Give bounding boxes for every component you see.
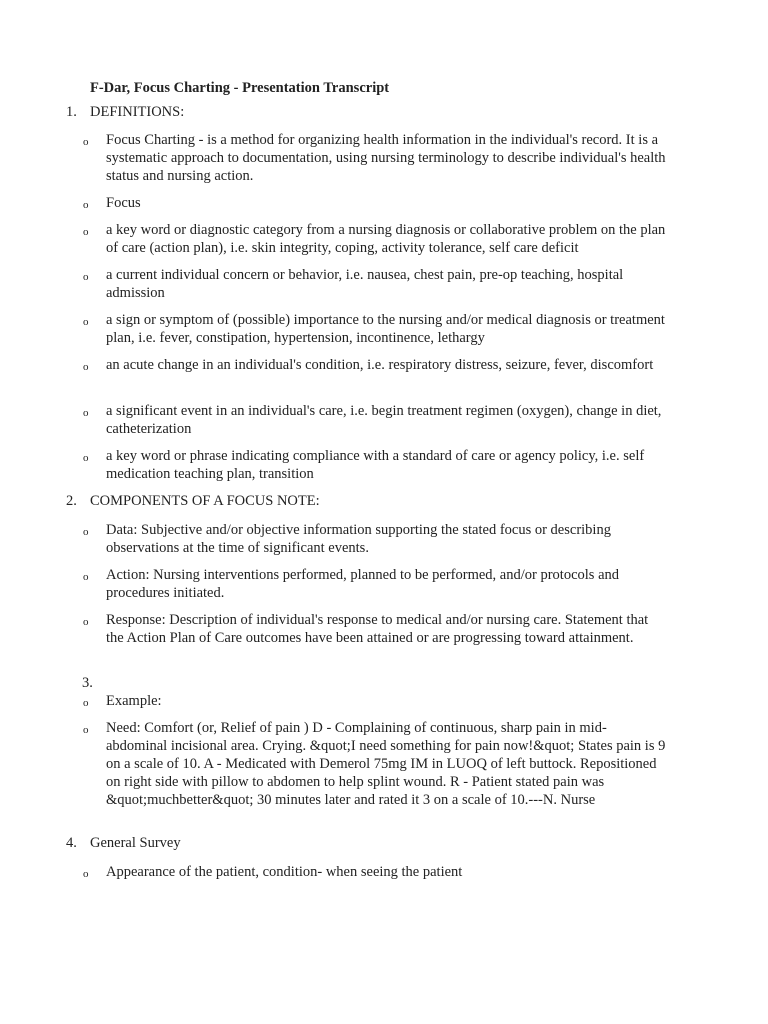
section-title: COMPONENTS OF A FOCUS NOTE:: [90, 493, 320, 509]
list-item: a current individual concern or behavior, i.e. nausea, chest pain, pre-op teaching, hospital admission: [106, 267, 624, 301]
list-item: a sign or symptom of (possible) importance to the nursing and/or medical diagnosis or treatment plan, i.e. fever, constipation, hypertension, incontinence, lethargy: [106, 312, 665, 346]
list-item: a significant event in an individual's care, i.e. begin treatment regimen (oxygen), change in diet, catheterization: [106, 403, 662, 437]
list-item: Response: Description of individual's response to medical and/or nursing care. Statement that the Action Plan of Care outcomes have been attained or are progressing toward attainment.: [106, 612, 649, 646]
list-item: Data: Subjective and/or objective information supporting the stated focus or describing observations at the time of significant events.: [106, 522, 611, 556]
bullet-marker: o: [83, 316, 89, 328]
section-number: 1.: [66, 104, 77, 120]
bullet-marker: o: [83, 526, 89, 538]
list-item: a key word or diagnostic category from a nursing diagnosis or collaborative problem on the plan of care (action plan), i.e. skin integrity, coping, activity tolerance, self care deficit: [106, 222, 666, 256]
list-item: Need: Comfort (or, Relief of pain ) D - Complaining of continuous, sharp pain in mid-abdominal incisional area. Crying. &quot;I need something for pain now!&quot; States pain is 9 on a scale of 10. A - Medicated with Demerol 75mg IM in LUOQ of left buttock. Repositioned on right side with pillow to abdomen to help splint wound. R - Patient stated pain was &quot;muchbetter&quot; 30 minutes later and rated it 3 on a scale of 10.---N. Nurse: [106, 720, 666, 808]
bullet-marker: o: [83, 571, 89, 583]
list-item: Example:: [106, 693, 162, 709]
list-item: Focus: [106, 195, 141, 211]
list-item: Focus Charting - is a method for organizing health information in the individual's record. It is a systematic approach to documentation, using nursing terminology to describe individual's health status and nursing action.: [106, 132, 666, 184]
section-title: DEFINITIONS:: [90, 104, 185, 120]
bullet-marker: o: [83, 136, 89, 148]
section-number: 4.: [66, 835, 77, 851]
bullet-marker: o: [83, 407, 89, 419]
bullet-marker: o: [83, 271, 89, 283]
section-title: General Survey: [90, 835, 181, 851]
page-title: F-Dar, Focus Charting - Presentation Transcript: [90, 80, 390, 96]
section-number-3: 3.: [82, 675, 93, 691]
bullet-marker: o: [83, 226, 89, 238]
list-item: a key word or phrase indicating compliance with a standard of care or agency policy, i.e. self medication teaching plan, transition: [106, 448, 645, 482]
bullet-marker: o: [83, 724, 89, 736]
list-item: Action: Nursing interventions performed, planned to be performed, and/or protocols and procedures initiated.: [106, 567, 620, 601]
bullet-marker: o: [83, 868, 89, 880]
bullet-marker: o: [83, 199, 89, 211]
section-heading-general-survey: [66, 834, 181, 852]
section-heading-components: [66, 492, 320, 510]
section-heading-definitions: [66, 103, 184, 121]
bullet-marker: o: [83, 361, 89, 373]
bullet-marker: o: [83, 452, 89, 464]
section-number: 2.: [66, 493, 77, 509]
list-item: Appearance of the patient, condition- when seeing the patient: [106, 864, 463, 880]
bullet-marker: o: [83, 697, 89, 709]
list-item: an acute change in an individual's condition, i.e. respiratory distress, seizure, fever, discomfort: [106, 357, 654, 373]
bullet-marker: o: [83, 616, 89, 628]
